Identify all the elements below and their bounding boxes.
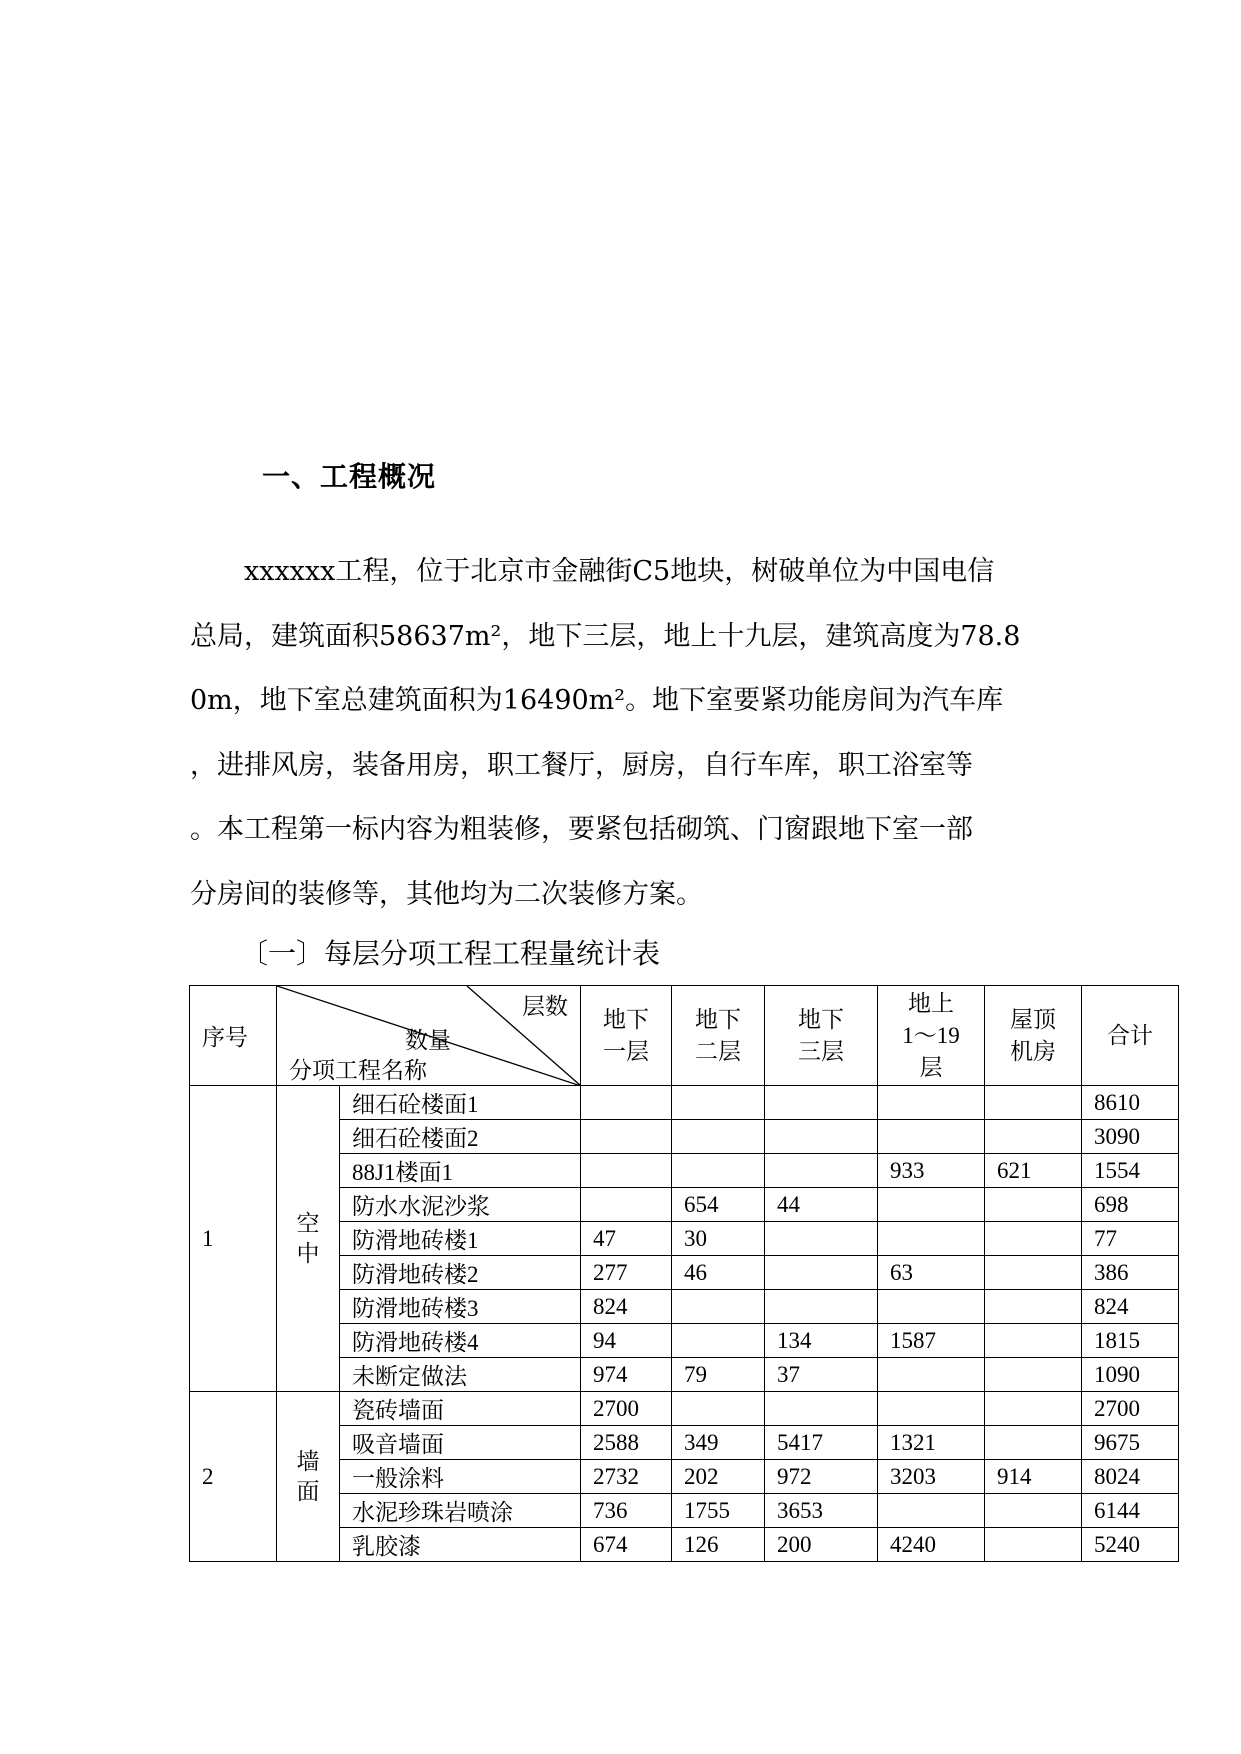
quantity-cell: 5417 (765, 1426, 878, 1460)
quantity-cell (765, 1120, 878, 1154)
quantity-cell (878, 1290, 985, 1324)
group-seq: 1 (190, 1086, 277, 1392)
item-name: 乳胶漆 (340, 1528, 581, 1562)
header-seq: 序号 (190, 986, 277, 1086)
quantity-cell (878, 1188, 985, 1222)
quantity-cell (985, 1392, 1082, 1426)
quantity-cell (985, 1120, 1082, 1154)
quantity-cell (672, 1120, 765, 1154)
quantity-cell (672, 1086, 765, 1120)
group-category: 墙 面 (277, 1392, 340, 1562)
item-name: 瓷砖墙面 (340, 1392, 581, 1426)
item-name: 防滑地砖楼3 (340, 1290, 581, 1324)
quantity-cell: 4240 (878, 1528, 985, 1562)
quantity-cell: 621 (985, 1154, 1082, 1188)
quantity-cell (985, 1086, 1082, 1120)
quantity-cell (878, 1086, 985, 1120)
quantity-cell: 126 (672, 1528, 765, 1562)
quantity-cell (581, 1188, 672, 1222)
item-name: 未断定做法 (340, 1358, 581, 1392)
section-heading: 一、工程概况 (262, 460, 437, 493)
total-cell: 1090 (1082, 1358, 1179, 1392)
quantity-cell (878, 1494, 985, 1528)
quantity-cell: 277 (581, 1256, 672, 1290)
total-cell: 1554 (1082, 1154, 1179, 1188)
quantity-cell (765, 1222, 878, 1256)
quantity-cell (581, 1086, 672, 1120)
quantity-cell (985, 1290, 1082, 1324)
header-item-name-label: 分项工程名称 (289, 1058, 427, 1083)
quantity-cell: 63 (878, 1256, 985, 1290)
quantity-cell: 824 (581, 1290, 672, 1324)
item-name: 88J1楼面1 (340, 1154, 581, 1188)
group-category: 空 中 (277, 1086, 340, 1392)
header-layers-label: 层数 (522, 994, 568, 1019)
quantity-cell: 974 (581, 1358, 672, 1392)
quantity-cell: 349 (672, 1426, 765, 1460)
quantity-cell: 202 (672, 1460, 765, 1494)
quantity-cell (878, 1358, 985, 1392)
quantity-cell: 2700 (581, 1392, 672, 1426)
total-cell: 824 (1082, 1290, 1179, 1324)
item-name: 细石砼楼面2 (340, 1120, 581, 1154)
header-quantity-label: 数量 (405, 1028, 451, 1053)
quantity-cell: 3653 (765, 1494, 878, 1528)
quantity-cell (878, 1392, 985, 1426)
item-name: 一般涂料 (340, 1460, 581, 1494)
header-col-above: 地上 1～19 层 (878, 986, 985, 1086)
quantity-cell: 674 (581, 1528, 672, 1562)
quantity-cell (672, 1324, 765, 1358)
quantity-cell: 200 (765, 1528, 878, 1562)
total-cell: 9675 (1082, 1426, 1179, 1460)
total-cell: 1815 (1082, 1324, 1179, 1358)
paragraph-line: xxxxxx工程，位于北京市金融街C5地块，树破单位为中国电信 (190, 556, 995, 587)
header-col-b1: 地下 一层 (581, 986, 672, 1086)
quantity-cell: 914 (985, 1460, 1082, 1494)
paragraph-line: 总局，建筑面积58637m²，地下三层，地上十九层，建筑高度为78.8 (190, 620, 1021, 652)
quantity-cell (672, 1154, 765, 1188)
quantity-cell: 30 (672, 1222, 765, 1256)
quantity-cell: 94 (581, 1324, 672, 1358)
overview-paragraph (190, 540, 1080, 927)
total-cell: 77 (1082, 1222, 1179, 1256)
quantity-cell: 44 (765, 1188, 878, 1222)
total-cell: 698 (1082, 1188, 1179, 1222)
header-col-roof: 屋顶 机房 (985, 986, 1082, 1086)
quantity-cell: 972 (765, 1460, 878, 1494)
quantity-table (189, 985, 1179, 1562)
quantity-cell: 2732 (581, 1460, 672, 1494)
header-col-total: 合计 (1082, 986, 1179, 1086)
quantity-cell (765, 1086, 878, 1120)
quantity-cell (985, 1494, 1082, 1528)
quantity-cell: 3203 (878, 1460, 985, 1494)
quantity-cell (765, 1290, 878, 1324)
quantity-cell (765, 1154, 878, 1188)
item-name: 防水水泥沙浆 (340, 1188, 581, 1222)
quantity-cell: 1587 (878, 1324, 985, 1358)
quantity-cell: 654 (672, 1188, 765, 1222)
total-cell: 2700 (1082, 1392, 1179, 1426)
quantity-cell (985, 1528, 1082, 1562)
quantity-cell (878, 1222, 985, 1256)
total-cell: 6144 (1082, 1494, 1179, 1528)
paragraph-line: ，进排风房，装备用房，职工餐厅，厨房，自行车库，职工浴室等 (190, 749, 973, 781)
header-diagonal-cell (277, 986, 581, 1086)
quantity-cell (765, 1392, 878, 1426)
quantity-cell: 47 (581, 1222, 672, 1256)
item-name: 吸音墙面 (340, 1426, 581, 1460)
table-caption: 〔一〕每层分项工程工程量统计表 (240, 937, 661, 970)
total-cell: 5240 (1082, 1528, 1179, 1562)
total-cell: 386 (1082, 1256, 1179, 1290)
quantity-cell: 1321 (878, 1426, 985, 1460)
group-seq: 2 (190, 1392, 277, 1562)
item-name: 细石砼楼面1 (340, 1086, 581, 1120)
quantity-cell: 134 (765, 1324, 878, 1358)
item-name: 防滑地砖楼2 (340, 1256, 581, 1290)
header-row (190, 986, 1179, 1086)
header-col-b2: 地下 二层 (672, 986, 765, 1086)
quantity-cell (878, 1120, 985, 1154)
quantity-cell (985, 1358, 1082, 1392)
quantity-cell (985, 1256, 1082, 1290)
paragraph-line: 分房间的装修等，其他均为二次装修方案。 (190, 878, 703, 910)
table-row (190, 1086, 1179, 1120)
total-cell: 3090 (1082, 1120, 1179, 1154)
quantity-cell (985, 1426, 1082, 1460)
quantity-cell (765, 1256, 878, 1290)
paragraph-line: 。本工程第一标内容为粗装修，要紧包括砌筑、门窗跟地下室一部 (190, 814, 973, 845)
quantity-cell: 46 (672, 1256, 765, 1290)
total-cell: 8024 (1082, 1460, 1179, 1494)
header-col-b3: 地下 三层 (765, 986, 878, 1086)
quantity-cell: 37 (765, 1358, 878, 1392)
total-cell: 8610 (1082, 1086, 1179, 1120)
quantity-cell (985, 1188, 1082, 1222)
quantity-cell: 2588 (581, 1426, 672, 1460)
item-name: 水泥珍珠岩喷涂 (340, 1494, 581, 1528)
quantity-cell: 736 (581, 1494, 672, 1528)
quantity-cell: 1755 (672, 1494, 765, 1528)
item-name: 防滑地砖楼1 (340, 1222, 581, 1256)
quantity-cell (672, 1392, 765, 1426)
table-row (190, 1392, 1179, 1426)
quantity-cell: 79 (672, 1358, 765, 1392)
paragraph-line: 0m，地下室总建筑面积为16490m²。地下室要紧功能房间为汽车库 (190, 685, 1004, 716)
quantity-cell (672, 1290, 765, 1324)
quantity-cell (985, 1324, 1082, 1358)
item-name: 防滑地砖楼4 (340, 1324, 581, 1358)
quantity-cell: 933 (878, 1154, 985, 1188)
quantity-cell (985, 1222, 1082, 1256)
quantity-cell (581, 1120, 672, 1154)
quantity-cell (581, 1154, 672, 1188)
